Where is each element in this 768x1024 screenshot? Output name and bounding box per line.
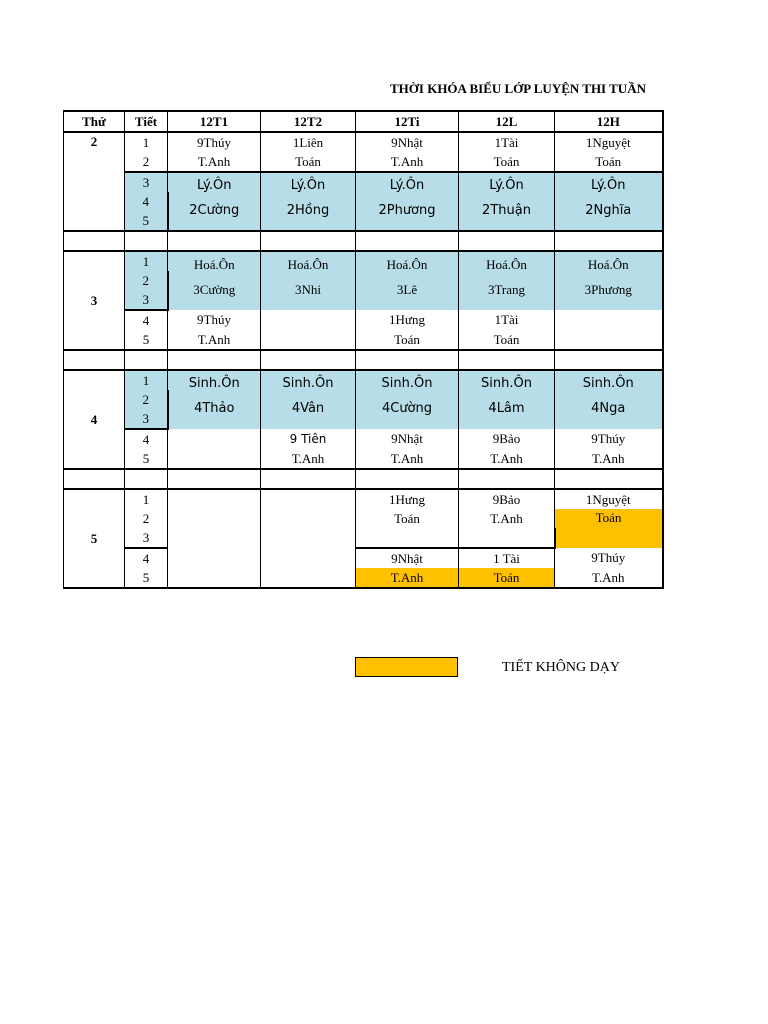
review-block-cell [459,172,555,231]
period-number: 5 [125,449,168,469]
review-block-cell [356,370,459,429]
schedule-cell [555,310,663,330]
schedule-cell: 1Tài [459,132,555,152]
teacher-label: 4Cường [381,400,433,416]
review-block-cell [168,251,261,310]
schedule-cell: T.Anh [356,152,459,172]
spacer-row [64,350,663,370]
no-class-cell: T.Anh [356,568,459,588]
schedule-cell: 9Bảo [459,489,555,509]
teacher-label: 2Thuận [482,202,531,218]
schedule-cell: 9Nhật [356,132,459,152]
schedule-cell: T.Anh [555,568,663,588]
table-row [64,370,663,390]
period-number: 2 [125,509,168,528]
review-block-cell [261,251,356,310]
page-title: THỜI KHÓA BIỂU LỚP LUYỆN THI TUẦN [390,81,646,96]
subject-label: Hoá.Ôn [386,256,428,272]
subject-label: Sinh.Ôn [481,375,532,391]
period-number: 3 [125,290,168,310]
schedule-cell: T.Anh [459,449,555,469]
schedule-cell: Toán [261,152,356,172]
period-number: 5 [125,330,168,350]
legend-label: TIẾT KHÔNG DẠY [502,660,620,675]
schedule-cell: 1Liên [261,132,356,152]
subject-label: Sinh.Ôn [282,375,334,391]
subject-label: Lý.Ôn [489,177,524,193]
schedule-cell: Toán [459,330,555,350]
teacher-label: 2Cường [189,202,240,218]
review-block-cell [261,172,356,231]
day-label: 2 [64,132,125,231]
table-row [64,132,663,152]
schedule-cell: Toán [459,152,555,172]
schedule-cell: T.Anh [261,449,356,469]
subject-label: Lý.Ôn [389,177,425,193]
teacher-label: 2Nghĩa [585,202,632,218]
schedule-cell: 9 Tiên [261,429,356,449]
subject-label: Hoá.Ôn [193,256,235,272]
table-row [64,429,663,449]
schedule-cell: Toán [555,152,663,172]
period-number: 4 [125,310,168,330]
table-row [64,489,663,509]
period-number: 5 [125,568,168,588]
teacher-label: 3Trang [487,281,526,297]
schedule-cell [261,489,356,588]
period-number: 5 [125,211,168,231]
table-row [64,330,663,350]
review-block-cell [261,370,356,429]
schedule-cell: 9Thúy [168,132,261,152]
period-number: 2 [125,271,168,290]
header-period: Tiết [125,111,168,132]
review-block-cell [555,172,663,231]
table-row [64,251,663,271]
period-number: 1 [125,370,168,390]
no-class-cell: Toán [555,509,663,548]
schedule-cell: 9Thúy [168,310,261,330]
header-day: Thứ [64,111,125,132]
schedule-cell [356,528,459,548]
review-block-cell [168,370,261,429]
subject-label: Lý.Ôn [591,177,626,193]
schedule-cell: 1Nguyệt [555,132,663,152]
schedule-cell: T.Anh [555,449,663,469]
teacher-label: 4Lâm [488,400,525,416]
table-row [64,509,663,528]
table-row [64,172,663,192]
schedule-cell: 1 Tài [459,548,555,568]
schedule-cell: 1Hưng [356,310,459,330]
subject-label: Sinh.Ôn [582,375,634,391]
table-row [64,449,663,469]
header-class: 12T1 [168,111,261,132]
period-number: 3 [125,528,168,548]
schedule-cell: T.Anh [459,509,555,528]
period-number: 1 [125,132,168,152]
schedule-cell [261,330,356,350]
schedule-cell: T.Anh [168,152,261,172]
header-class: 12L [459,111,555,132]
teacher-label: 2Phương [378,202,436,218]
schedule-cell: 9Nhật [356,429,459,449]
period-number: 4 [125,192,168,211]
spacer-row [64,231,663,251]
schedule-cell: Toán [356,509,459,528]
schedule-cell: 9Bảo [459,429,555,449]
schedule-cell: Toán [356,330,459,350]
schedule-cell: 9Thúy [555,548,663,568]
schedule-cell: 1Hưng [356,489,459,509]
schedule-cell [459,528,555,548]
spacer-row [64,469,663,489]
schedule-cell [261,310,356,330]
schedule-cell: T.Anh [168,330,261,350]
timetable [63,110,664,589]
schedule-cell: 9Nhật [356,548,459,568]
table-row [64,310,663,330]
period-number: 1 [125,489,168,509]
teacher-label: 3Lê [396,281,418,297]
review-block-cell [356,251,459,310]
header-class: 12H [555,111,663,132]
review-block-cell [168,172,261,231]
subject-label: Sinh.Ôn [381,375,433,391]
teacher-label: 4Vân [291,400,325,416]
day-label: 4 [64,370,125,469]
teacher-label: 2Hồng [286,202,330,218]
period-number: 2 [125,390,168,409]
teacher-label: 3Nhi [295,281,321,297]
legend-swatch [355,657,458,677]
schedule-cell [168,489,261,588]
subject-label: Hoá.Ôn [587,256,629,272]
schedule-cell: 1Nguyệt [555,489,663,509]
period-number: 3 [125,172,168,192]
period-number: 4 [125,429,168,449]
schedule-cell [168,449,261,469]
subject-label: Hoá.Ôn [287,256,329,272]
header-row [64,111,663,132]
schedule-cell [168,429,261,449]
subject-label: Lý.Ôn [290,177,326,193]
period-number: 2 [125,152,168,172]
table-row [64,568,663,588]
schedule-cell: 1Tài [459,310,555,330]
no-class-cell: Toán [459,568,555,588]
schedule-cell: T.Anh [356,449,459,469]
review-block-cell [459,370,555,429]
teacher-label: 3Phương [584,281,632,297]
day-label: 5 [64,489,125,588]
table-row [64,152,663,172]
teacher-label: 3Cường [193,281,236,297]
subject-label: Sinh.Ôn [188,375,240,391]
subject-label: Hoá.Ôn [486,256,527,272]
period-number: 3 [125,409,168,429]
teacher-label: 4Nga [591,400,626,416]
table-row [64,548,663,568]
period-number: 1 [125,251,168,271]
subject-label: Lý.Ôn [197,177,232,193]
schedule-cell: 9Thúy [555,429,663,449]
review-block-cell [555,251,663,310]
header-class: 12Ti [356,111,459,132]
review-block-cell [555,370,663,429]
day-label: 3 [64,251,125,350]
review-block-cell [356,172,459,231]
teacher-label: 4Thảo [194,400,235,416]
schedule-cell [555,330,663,350]
header-class: 12T2 [261,111,356,132]
review-block-cell [459,251,555,310]
period-number: 4 [125,548,168,568]
